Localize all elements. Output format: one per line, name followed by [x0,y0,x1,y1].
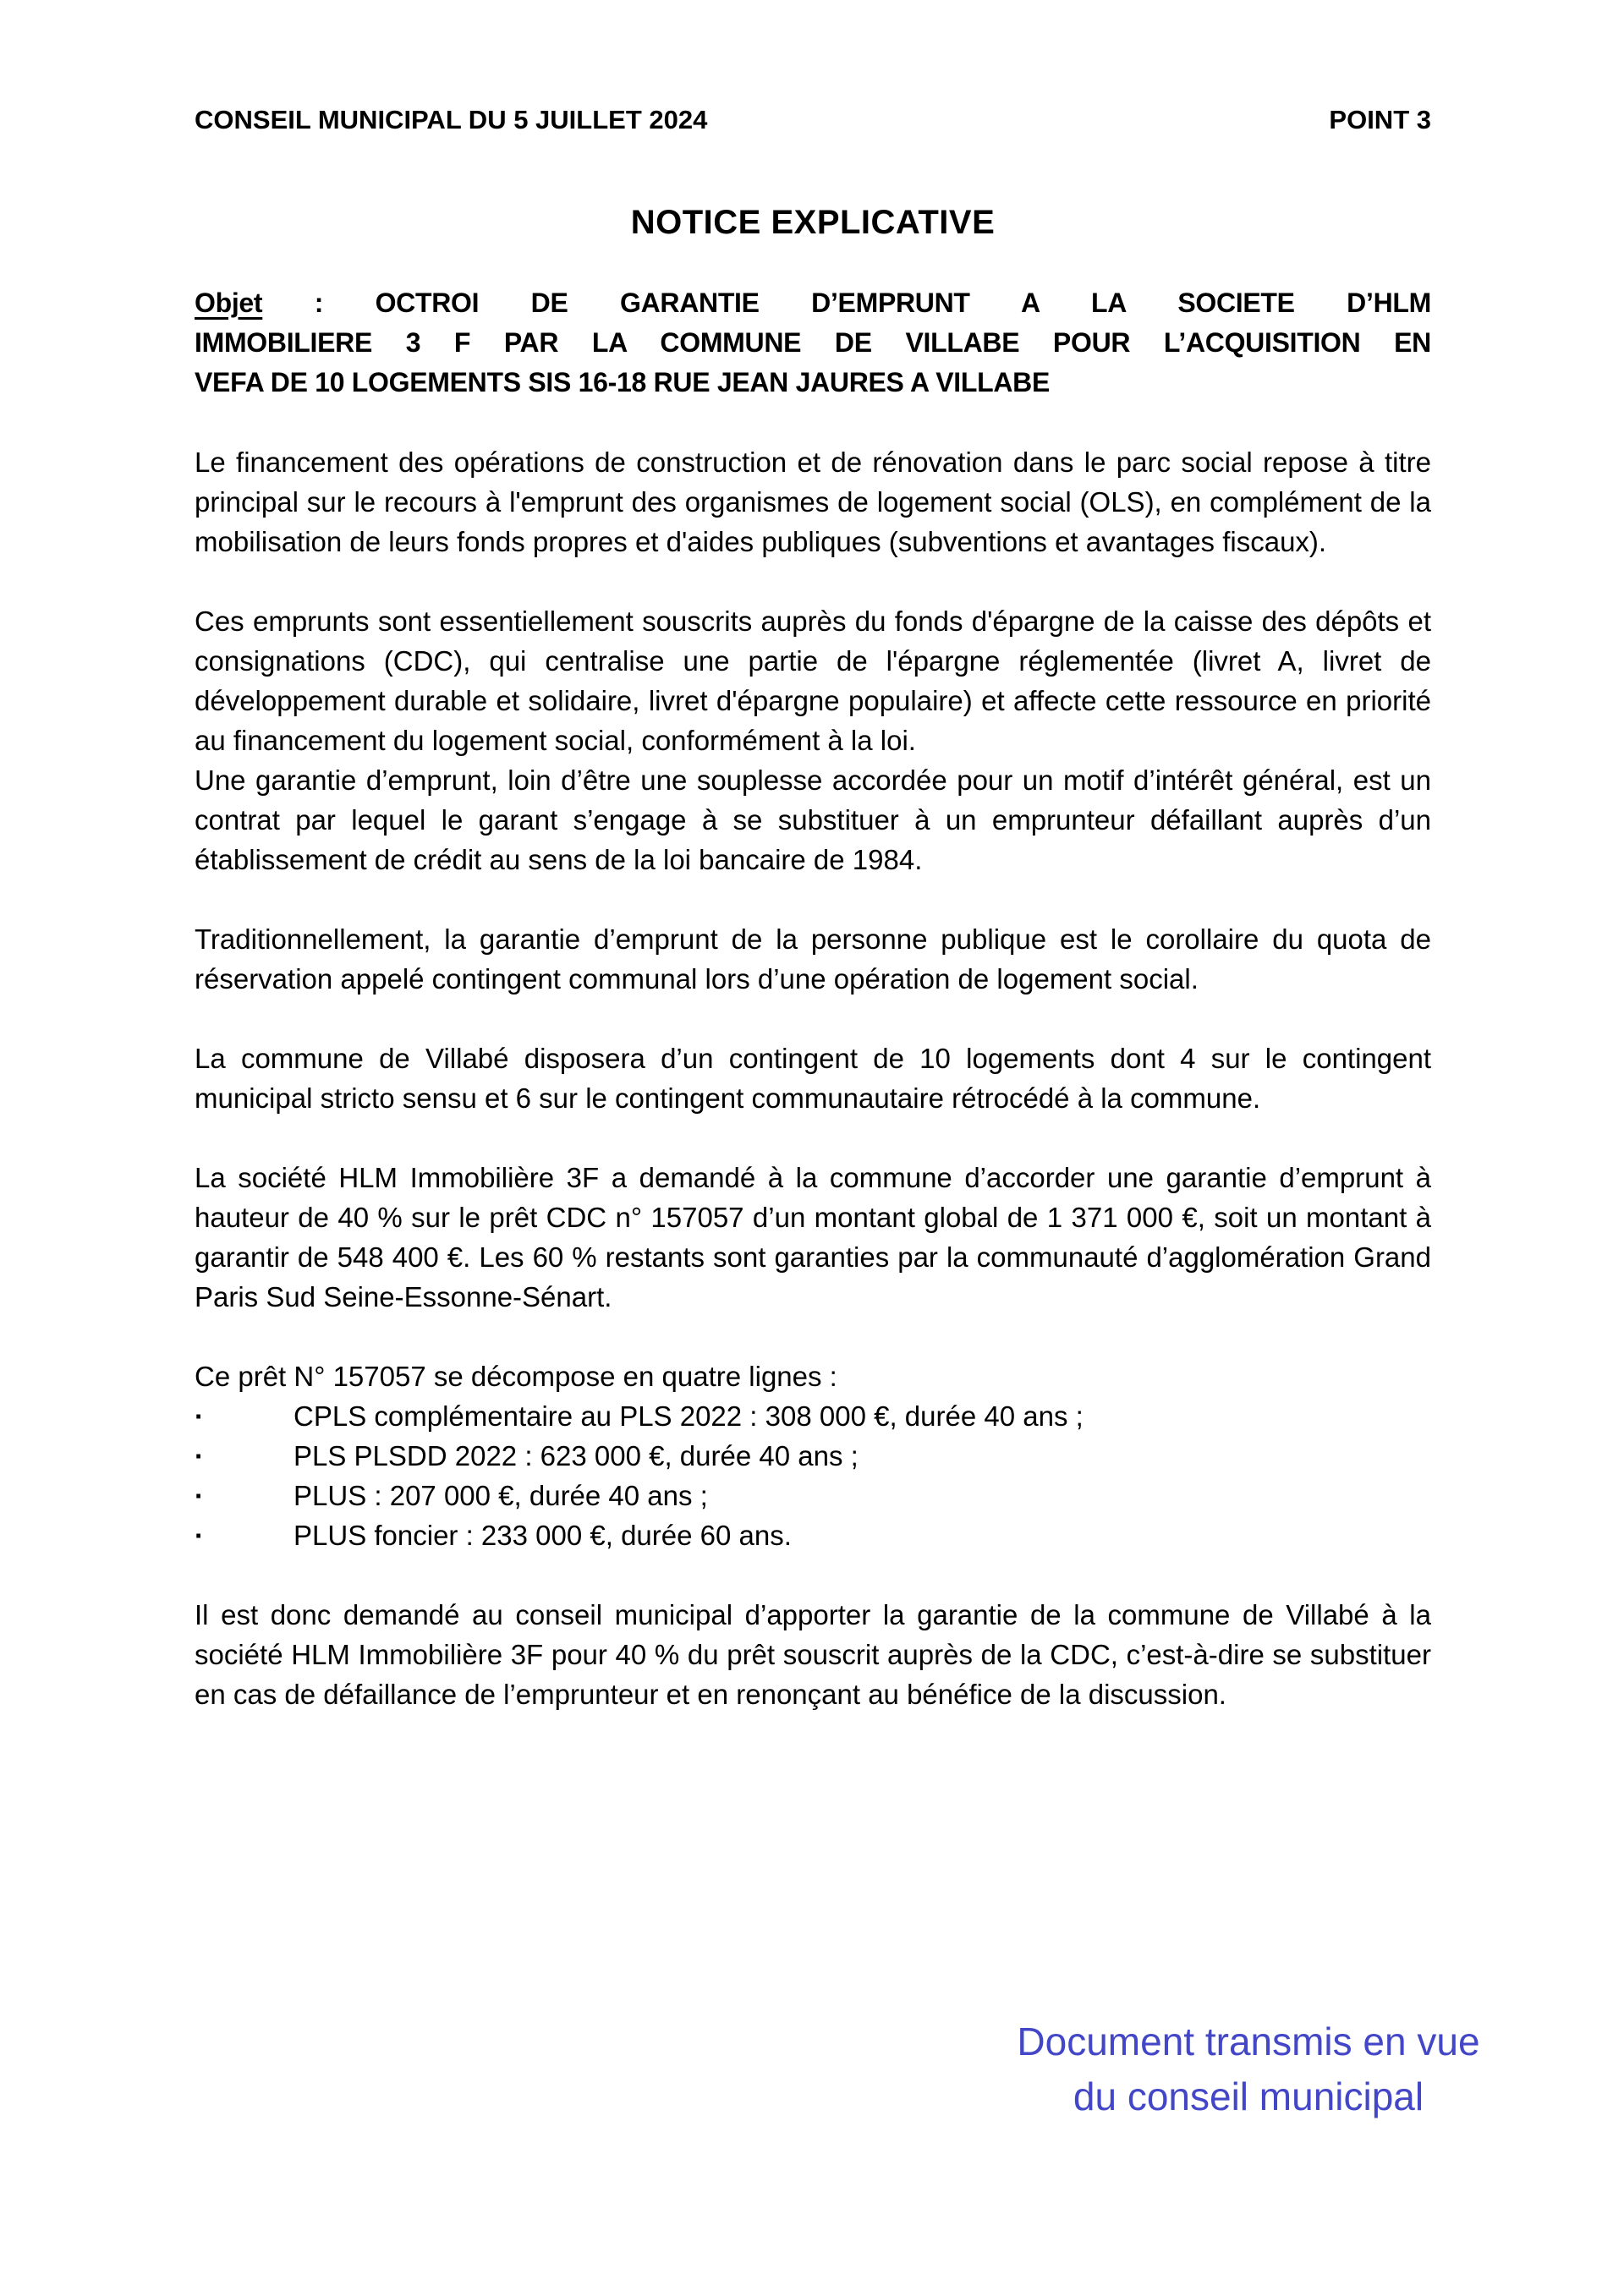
body-paragraph-demande-3f: La société HLM Immobilière 3F a demandé à la commune d’accorder une garantie d’emprunt à hauteur de 40 % sur le prêt CDC n° 157057 d’un montant global de 1 371 000 €, soit un montant à garantir de 548 400 €. Les 60 % restants sont garanties par la communauté d’agglomération Grand Paris Sud Seine-Essonne-Sénart. [195,1162,1431,1312]
body-paragraph-commune-contingent: La commune de Villabé disposera d’un contingent de 10 logements dont 4 sur le contingent municipal stricto sensu et 6 sur le contingent communautaire rétrocédé à la commune. [195,1043,1431,1114]
body-paragraph-emprunts-cdc: Ces emprunts sont essentiellement souscrits auprès du fonds d'épargne de la caisse des dépôts et consignations (CDC), qui centralise une partie de l'épargne réglementée (livret A, livret de développement durable et solidaire, livret d'épargne populaire) et affecte cette ressource en priorité au financement du logement social, conformément à la loi. [195,606,1431,756]
watermark [982,2014,1515,2124]
header-session-label: CONSEIL MUNICIPAL DU 5 JUILLET 2024 [195,105,708,134]
loan-line-cpls: CPLS complémentaire au PLS 2022 : 308 000 €, durée 40 ans ; [294,1400,1084,1432]
objet-label: Objet [195,288,263,318]
objet-line-1 [195,283,1431,323]
body-paragraph-contingent: Traditionnellement, la garantie d’emprunt de la personne publique est le corollaire du quota de réservation appelé contingent communal lors d’une opération de logement social. [195,923,1431,995]
list-item [195,1476,1431,1515]
objet-colon: : [262,288,376,318]
document-content [195,100,1431,1714]
loan-lines-list [195,1396,1431,1555]
body-paragraph-conclusion: Il est donc demandé au conseil municipal d’apporter la garantie de la commune de Villabé à la société HLM Immobilière 3F pour 40 % du prêt souscrit auprès de la CDC, c’est-à-dire se substituer en cas de défaillance de l’emprunteur et en renonçant au bénéfice de la discussion. [195,1599,1431,1710]
loan-line-plus-foncier: PLUS foncier : 233 000 €, durée 60 ans. [294,1520,792,1551]
bullet-marker: · [195,1480,204,1511]
loan-line-pls: PLS PLSDD 2022 : 623 000 €, durée 40 ans ; [294,1440,859,1471]
watermark-line-1: Document transmis en vue [1017,2019,1480,2063]
bullet-marker: · [195,1400,204,1432]
bullet-marker: · [195,1440,204,1471]
list-item [195,1515,1431,1555]
objet-heading [195,283,1431,403]
loan-line-plus: PLUS : 207 000 €, durée 40 ans ; [294,1480,708,1511]
loan-intro: Ce prêt N° 157057 se décompose en quatre lignes : [195,1361,837,1392]
list-item [195,1396,1431,1436]
bullet-marker: · [195,1520,204,1551]
watermark-line-2: du conseil municipal [1073,2074,1424,2118]
objet-line-2: IMMOBILIERE 3 F PAR LA COMMUNE DE VILLABE POUR L’ACQUISITION EN [195,327,1431,358]
page-title: NOTICE EXPLICATIVE [630,204,996,241]
body-paragraph-garantie-definition: Une garantie d’emprunt, loin d’être une souplesse accordée pour un motif d’intérêt général, est un contrat par lequel le garant s’engage à se substituer à un emprunteur défaillant auprès d’un établissement de crédit au sens de la loi bancaire de 1984. [195,764,1431,875]
objet-line-3: VEFA DE 10 LOGEMENTS SIS 16-18 RUE JEAN JAURES A VILLABE [195,367,1050,397]
list-item [195,1436,1431,1476]
document-header [195,100,1431,140]
body-paragraph-financement: Le financement des opérations de construction et de rénovation dans le parc social repose à titre principal sur le recours à l'emprunt des organismes de logement social (OLS), en complément de la mobilisation de leurs fonds propres et d'aides publiques (subventions et avantages fiscaux). [195,447,1431,557]
objet-line-1-text: OCTROI DE GARANTIE D’EMPRUNT A LA SOCIETE D’HLM [375,288,1431,318]
header-point-label: POINT 3 [1329,105,1431,134]
